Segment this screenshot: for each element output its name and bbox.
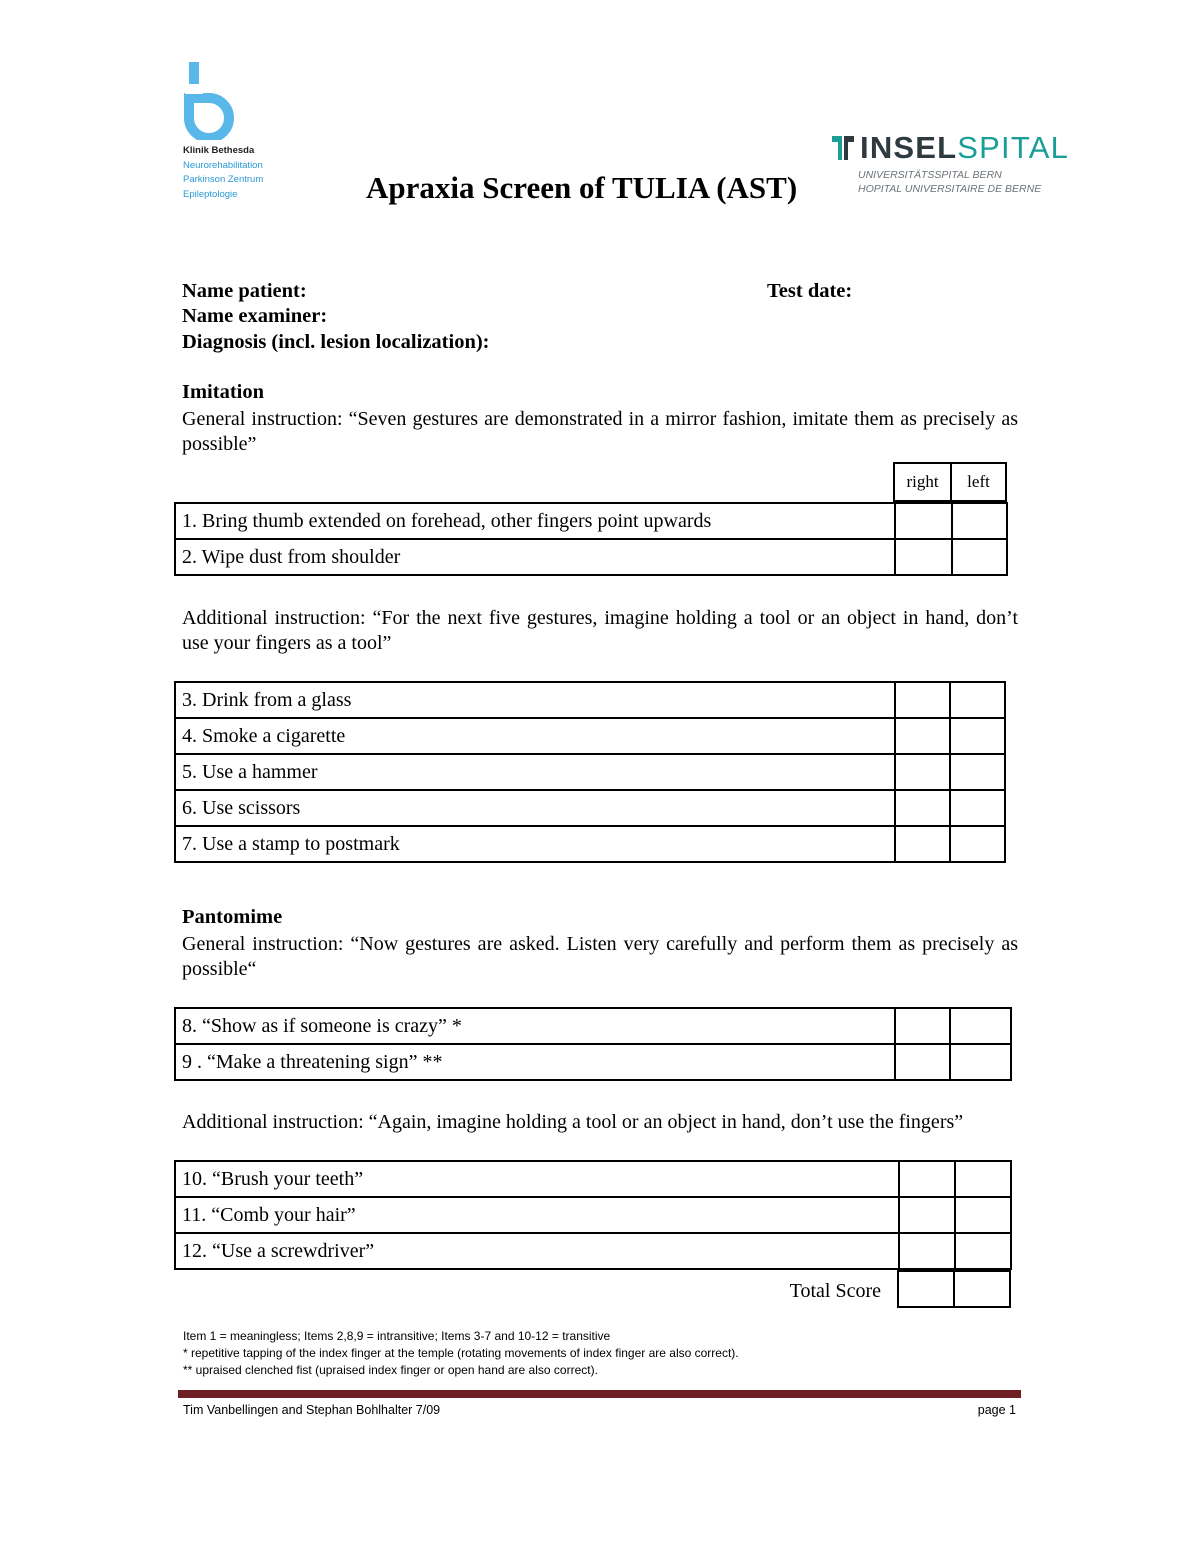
table-row — [175, 682, 1005, 718]
hand-column-header — [893, 462, 1007, 502]
item-label: 2. Wipe dust from shoulder — [175, 539, 895, 575]
table-row — [175, 1197, 1011, 1233]
pantomime-additional-instruction: Additional instruction: “Again, imagine holding a tool or an object in hand, don’t use the fingers” — [182, 1111, 964, 1133]
imitation-table-a — [174, 502, 1008, 576]
diagnosis-label: Diagnosis (incl. lesion localization): — [182, 331, 490, 353]
item-label: 8. “Show as if someone is crazy” * — [175, 1008, 895, 1044]
score-left-box[interactable] — [955, 1161, 1011, 1197]
score-left-box[interactable] — [950, 718, 1005, 754]
total-left-box[interactable] — [954, 1271, 1010, 1307]
score-right-box[interactable] — [895, 790, 950, 826]
table-row — [175, 1161, 1011, 1197]
score-left-box[interactable] — [950, 754, 1005, 790]
logo-line-2: Neurorehabilitation — [183, 159, 263, 171]
table-row — [175, 826, 1005, 862]
score-left-box[interactable] — [950, 1044, 1011, 1080]
score-left-box[interactable] — [952, 503, 1007, 539]
score-right-box[interactable] — [899, 1233, 955, 1269]
footnotes — [183, 1328, 739, 1379]
col-right-label: right — [894, 463, 951, 501]
total-score-label: Total Score — [789, 1280, 881, 1302]
score-left-box[interactable] — [952, 539, 1007, 575]
item-label: 1. Bring thumb extended on forehead, other fingers point upwards — [175, 503, 895, 539]
note-line: * repetitive tapping of the index finger at the temple (rotating movements of index finger are also correct). — [183, 1346, 739, 1360]
klinik-bethesda-logo — [183, 62, 293, 202]
table-row — [175, 754, 1005, 790]
footer-authors: Tim Vanbellingen and Stephan Bohlhalter 7/09 — [183, 1403, 441, 1417]
score-left-box[interactable] — [950, 790, 1005, 826]
bethesda-b-logo-icon — [183, 62, 235, 140]
bethesda-logo-text — [183, 144, 293, 202]
imitation-table-b — [174, 681, 1006, 863]
score-right-box[interactable] — [895, 1008, 950, 1044]
table-row — [175, 503, 1007, 539]
inselspital-logo — [830, 128, 1070, 196]
total-score-boxes — [897, 1270, 1011, 1308]
score-left-box[interactable] — [955, 1233, 1011, 1269]
item-label: 9 . “Make a threatening sign” ** — [175, 1044, 895, 1080]
pantomime-heading: Pantomime — [182, 906, 283, 928]
page-title: Apraxia Screen of TULIA (AST) — [366, 170, 798, 205]
logo-sub-1: UNIVERSITÄTSSPITAL BERN — [858, 169, 1002, 181]
note-line: ** upraised clenched fist (upraised index finger or open hand are also correct). — [183, 1363, 598, 1377]
table-row — [898, 1271, 1010, 1307]
item-label: 4. Smoke a cigarette — [175, 718, 895, 754]
item-label: 5. Use a hammer — [175, 754, 895, 790]
score-right-box[interactable] — [895, 1044, 950, 1080]
imitation-heading: Imitation — [182, 381, 264, 403]
insel-text: INSEL — [860, 130, 958, 165]
pantomime-table-b — [174, 1160, 1012, 1270]
score-right-box[interactable] — [895, 718, 950, 754]
item-label: 10. “Brush your teeth” — [175, 1161, 899, 1197]
spital-text: SPITAL — [957, 130, 1070, 165]
note-line: Item 1 = meaningless; Items 2,8,9 = intransitive; Items 3-7 and 10-12 = transitive — [183, 1329, 611, 1343]
item-label: 6. Use scissors — [175, 790, 895, 826]
pantomime-table-a — [174, 1007, 1012, 1081]
score-right-box[interactable] — [895, 503, 952, 539]
score-left-box[interactable] — [950, 682, 1005, 718]
item-label: 11. “Comb your hair” — [175, 1197, 899, 1233]
table-row — [175, 1233, 1011, 1269]
item-label: 3. Drink from a glass — [175, 682, 895, 718]
imitation-instruction: General instruction: “Seven gestures are demonstrated in a mirror fashion, imitate them as precisely as possible” — [182, 408, 1018, 455]
score-right-box[interactable] — [895, 682, 950, 718]
score-right-box[interactable] — [899, 1161, 955, 1197]
logo-line-1: Klinik Bethesda — [183, 145, 255, 156]
score-left-box[interactable] — [950, 826, 1005, 862]
test-date-label: Test date: — [767, 280, 853, 302]
logo-line-3: Parkinson Zentrum — [183, 174, 264, 185]
item-label: 7. Use a stamp to postmark — [175, 826, 895, 862]
score-right-box[interactable] — [895, 754, 950, 790]
score-left-box[interactable] — [950, 1008, 1011, 1044]
table-row — [175, 718, 1005, 754]
table-row — [175, 1008, 1011, 1044]
score-right-box[interactable] — [899, 1197, 955, 1233]
name-examiner-label: Name examiner: — [182, 305, 328, 327]
name-patient-label: Name patient: — [182, 280, 307, 302]
pantomime-instruction: General instruction: “Now gestures are asked. Listen very carefully and perform them as precisely as possible“ — [182, 933, 1018, 980]
logo-line-4: Epileptologie — [183, 188, 238, 200]
table-row — [175, 539, 1007, 575]
page-number: page 1 — [977, 1403, 1016, 1417]
imitation-additional-instruction: Additional instruction: “For the next five gestures, imagine holding a tool or an object in hand, don’t use your fingers as a tool” — [182, 607, 1018, 654]
score-left-box[interactable] — [955, 1197, 1011, 1233]
inselspital-emblem-icon — [830, 134, 856, 162]
total-right-box[interactable] — [898, 1271, 954, 1307]
logo-sub-2: HOPITAL UNIVERSITAIRE DE BERNE — [858, 183, 1042, 195]
inselspital-name — [860, 130, 1069, 166]
table-row — [175, 1044, 1011, 1080]
footer-divider — [178, 1390, 1021, 1398]
score-right-box[interactable] — [895, 539, 952, 575]
item-label: 12. “Use a screwdriver” — [175, 1233, 899, 1269]
score-right-box[interactable] — [895, 826, 950, 862]
table-row — [175, 790, 1005, 826]
col-left-label: left — [951, 463, 1006, 501]
